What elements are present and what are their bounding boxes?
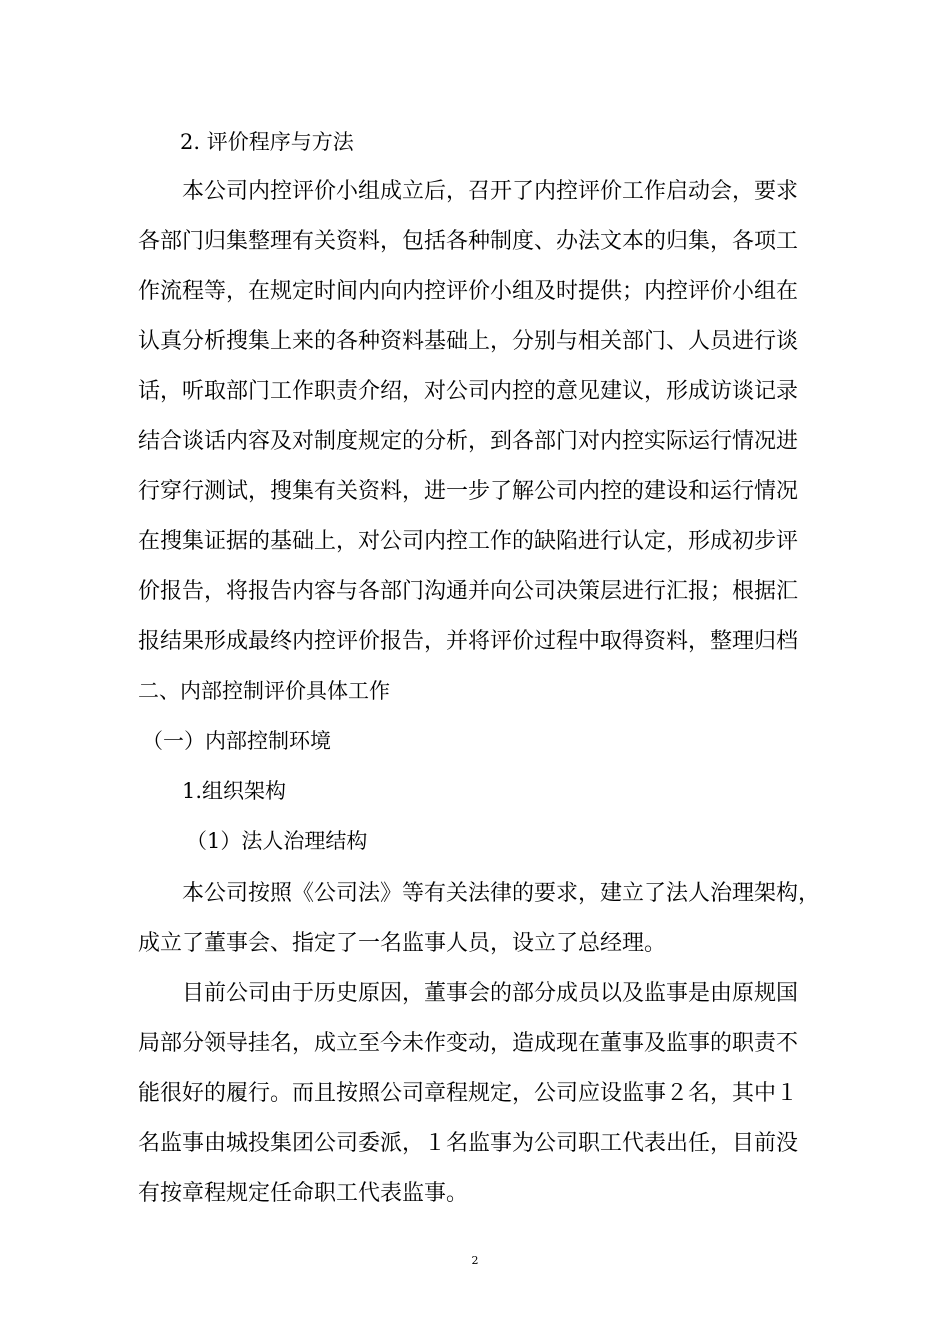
paragraph-evaluation-procedure <box>138 167 822 667</box>
paragraph-line: 目前公司由于历史原因，董事会的部分成员以及监事是由原规国 <box>138 981 799 1006</box>
paragraph-governance <box>138 869 822 969</box>
paragraph-line: 报结果形成最终内控评价报告，并将评价过程中取得资料，整理归档 <box>138 629 799 654</box>
paragraph-line: 结合谈话内容及对制度规定的分析，到各部门对内控实际运行情况进 <box>138 429 799 454</box>
heading-evaluation-procedure: 2. 评价程序与方法 <box>180 130 354 154</box>
paragraph-line: 名监事由城投集团公司委派，１名监事为公司职工代表出任，目前没 <box>138 1131 799 1156</box>
paragraph-line: 有按章程规定任命职工代表监事。 <box>138 1181 469 1206</box>
subitem-heading: （1）法人治理结构 <box>186 829 368 853</box>
paragraph-line: 各部门归集整理有关资料，包括各种制度、办法文本的归集，各项工 <box>138 229 799 254</box>
paragraph-line: 成立了董事会、指定了一名监事人员，设立了总经理。 <box>138 931 667 956</box>
paragraph-line: 认真分析搜集上来的各种资料基础上，分别与相关部门、人员进行谈 <box>138 329 799 354</box>
section-heading: 二、内部控制评价具体工作 <box>138 679 390 703</box>
paragraph-line: 话，听取部门工作职责介绍，对公司内控的意见建议，形成访谈记录 <box>138 379 799 404</box>
paragraph-line: 价报告，将报告内容与各部门沟通并向公司决策层进行汇报；根据汇 <box>138 579 799 604</box>
page-number: 2 <box>471 1254 479 1267</box>
paragraph-line: 在搜集证据的基础上，对公司内控工作的缺陷进行认定，形成初步评 <box>138 529 799 554</box>
subsection-heading: （一）内部控制环境 <box>142 729 331 753</box>
paragraph-line: 作流程等，在规定时间内向内控评价小组及时提供；内控评价小组在 <box>138 279 799 304</box>
item-heading: 1.组织架构 <box>182 779 287 803</box>
paragraph-line: 局部分领导挂名，成立至今未作变动，造成现在董事及监事的职责不 <box>138 1031 799 1056</box>
paragraph-line: 能很好的履行。而且按照公司章程规定，公司应设监事２名，其中１ <box>138 1081 799 1106</box>
paragraph-line: 本公司内控评价小组成立后，召开了内控评价工作启动会，要求 <box>138 179 799 204</box>
paragraph-line: 本公司按照《公司法》等有关法律的要求，建立了法人治理架构， <box>138 881 821 906</box>
paragraph-board-status <box>138 969 822 1219</box>
paragraph-line: 行穿行测试，搜集有关资料，进一步了解公司内控的建设和运行情况 <box>138 479 799 504</box>
